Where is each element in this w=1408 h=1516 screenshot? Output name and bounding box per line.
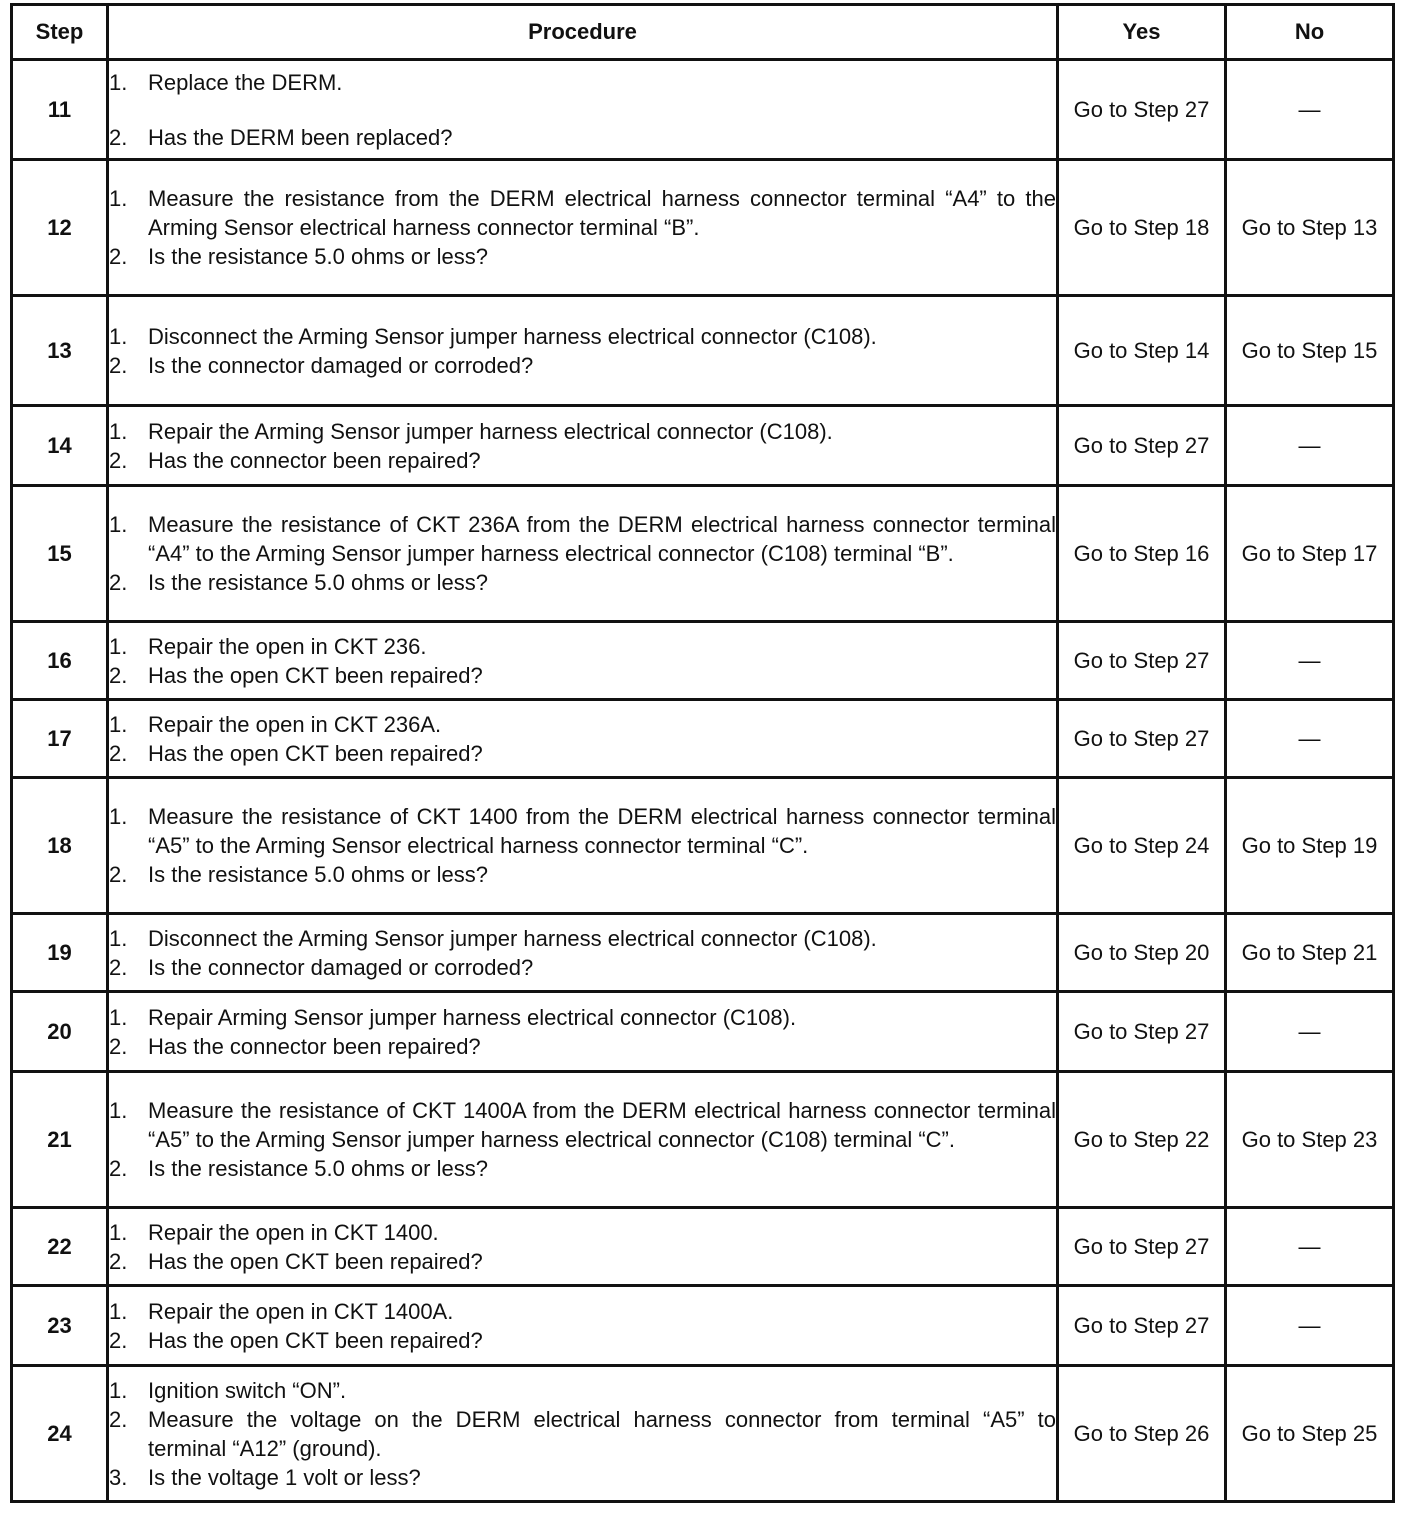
item-text: Is the resistance 5.0 ohms or less? [148,862,488,887]
procedure-cell [108,622,1058,700]
item-text: Measure the resistance of CKT 236A from the DERM electrical harness connector terminal “A4” to the Arming Sensor jumper harness electrical connector (C108) terminal “B”. [148,512,1056,566]
table-row [12,622,1394,700]
item-number: 1. [109,925,128,951]
item-number: 2. [109,1248,128,1274]
no-action: Go to Step 17 [1226,486,1394,622]
procedure-cell [108,1208,1058,1286]
step-number: 17 [12,700,108,778]
procedure-item [109,351,1056,380]
procedure-item [109,1297,1056,1326]
no-action: — [1226,1208,1394,1286]
item-text: Is the connector damaged or corroded? [148,954,534,980]
procedure-item [109,417,1056,446]
item-text: Repair the open in CKT 236. [148,633,427,659]
item-number: 2. [109,1327,128,1353]
table-body [12,60,1394,1502]
procedure-item [109,1218,1056,1247]
item-number: 1. [109,1219,128,1245]
yes-action: Go to Step 24 [1058,778,1226,914]
no-action: Go to Step 25 [1226,1366,1394,1502]
table-row [12,296,1394,406]
procedure-item [109,1096,1056,1154]
step-number: 13 [12,296,108,406]
step-number: 23 [12,1286,108,1366]
procedure-item [109,68,1056,97]
item-text: Disconnect the Arming Sensor jumper harness electrical connector (C108). [148,925,877,951]
header-row [12,5,1394,60]
procedure-item [109,1405,1056,1463]
yes-action: Go to Step 27 [1058,622,1226,700]
yes-action: Go to Step 20 [1058,914,1226,992]
yes-action: Go to Step 16 [1058,486,1226,622]
table-row [12,1366,1394,1502]
no-action: Go to Step 13 [1226,160,1394,296]
no-action: — [1226,992,1394,1072]
yes-action: Go to Step 27 [1058,60,1226,160]
item-text: Measure the resistance of CKT 1400 from the DERM electrical harness connector terminal “A5” to the Arming Sensor electrical harness connector terminal “C”. [148,804,1056,858]
item-text: Has the open CKT been repaired? [148,1327,483,1353]
item-text: Has the open CKT been repaired? [148,740,483,766]
diagnostic-table [10,3,1395,1503]
no-action: — [1226,60,1394,160]
yes-action: Go to Step 27 [1058,1286,1226,1366]
step-number: 12 [12,160,108,296]
procedure-item [109,446,1056,475]
item-text: Is the resistance 5.0 ohms or less? [148,244,488,269]
header-no: No [1226,5,1394,60]
procedure-item [109,924,1056,953]
step-number: 16 [12,622,108,700]
no-action: Go to Step 19 [1226,778,1394,914]
header-procedure: Procedure [108,5,1058,60]
step-number: 20 [12,992,108,1072]
table-row [12,778,1394,914]
step-number: 14 [12,406,108,486]
item-number: 1. [109,804,128,829]
step-number: 15 [12,486,108,622]
procedure-item [109,710,1056,739]
header-yes: Yes [1058,5,1226,60]
no-action: — [1226,1286,1394,1366]
item-text: Has the connector been repaired? [148,1033,481,1059]
item-text: Repair the Arming Sensor jumper harness electrical connector (C108). [148,418,833,444]
item-text: Is the voltage 1 volt or less? [148,1464,421,1490]
procedure-cell [108,1072,1058,1208]
item-number: 2. [109,1033,128,1059]
procedure-item [109,184,1056,242]
item-text: Is the resistance 5.0 ohms or less? [148,570,488,595]
item-text: Repair the open in CKT 1400A. [148,1298,454,1324]
procedure-item [109,1376,1056,1405]
procedure-item [109,860,1056,889]
procedure-item [109,568,1056,597]
table-row [12,992,1394,1072]
item-number: 2. [109,1406,128,1432]
step-number: 21 [12,1072,108,1208]
item-number: 1. [109,1298,128,1324]
item-text: Measure the voltage on the DERM electrical harness connector from terminal “A5” to terminal “A12” (ground). [148,1406,1056,1461]
item-number: 1. [109,1377,128,1403]
procedure-item [109,802,1056,860]
procedure-cell [108,296,1058,406]
item-number: 1. [109,69,128,95]
yes-action: Go to Step 22 [1058,1072,1226,1208]
item-number: 2. [109,1156,128,1181]
item-text: Has the DERM been replaced? [148,124,453,150]
table-row [12,486,1394,622]
item-number: 1. [109,323,128,349]
no-action: Go to Step 15 [1226,296,1394,406]
yes-action: Go to Step 14 [1058,296,1226,406]
item-number: 2. [109,352,128,378]
procedure-item [109,632,1056,661]
header-step: Step [12,5,108,60]
table-row [12,700,1394,778]
procedure-cell [108,1286,1058,1366]
procedure-cell [108,778,1058,914]
procedure-item [109,242,1056,271]
table-row [12,914,1394,992]
item-text: Has the open CKT been repaired? [148,662,483,688]
step-number: 11 [12,60,108,160]
item-text: Has the open CKT been repaired? [148,1248,483,1274]
no-action: Go to Step 23 [1226,1072,1394,1208]
item-number: 1. [109,1004,128,1030]
item-number: 2. [109,124,128,150]
item-text: Has the connector been repaired? [148,447,481,473]
no-action: Go to Step 21 [1226,914,1394,992]
procedure-cell [108,1366,1058,1502]
procedure-cell [108,486,1058,622]
step-number: 19 [12,914,108,992]
procedure-cell [108,60,1058,160]
item-number: 2. [109,570,128,595]
yes-action: Go to Step 27 [1058,406,1226,486]
procedure-item [109,123,1056,152]
no-action: — [1226,406,1394,486]
yes-action: Go to Step 18 [1058,160,1226,296]
procedure-item [109,953,1056,982]
table-row [12,60,1394,160]
step-number: 24 [12,1366,108,1502]
item-text: Measure the resistance from the DERM electrical harness connector terminal “A4” to the Arming Sensor electrical harness connector terminal “B”. [148,186,1056,240]
procedure-item [109,510,1056,568]
item-text: Is the resistance 5.0 ohms or less? [148,1156,488,1181]
table-row [12,1286,1394,1366]
procedure-item [109,661,1056,690]
step-number: 22 [12,1208,108,1286]
item-number: 2. [109,447,128,473]
table-row [12,406,1394,486]
procedure-item [109,1154,1056,1183]
yes-action: Go to Step 27 [1058,700,1226,778]
procedure-item [109,1032,1056,1061]
no-action: — [1226,622,1394,700]
procedure-cell [108,992,1058,1072]
item-text: Measure the resistance of CKT 1400A from the DERM electrical harness connector terminal “A5” to the Arming Sensor jumper harness electrical connector (C108) terminal “C”. [148,1098,1056,1152]
item-text: Repair the open in CKT 236A. [148,711,442,737]
item-text: Ignition switch “ON”. [148,1377,347,1403]
procedure-cell [108,160,1058,296]
table-row [12,1072,1394,1208]
table-row [12,160,1394,296]
procedure-item [109,1247,1056,1276]
step-number: 18 [12,778,108,914]
item-number: 3. [109,1464,128,1490]
item-number: 1. [109,633,128,659]
procedure-item [109,1003,1056,1032]
item-number: 1. [109,1098,128,1123]
item-number: 2. [109,954,128,980]
procedure-cell [108,914,1058,992]
yes-action: Go to Step 27 [1058,1208,1226,1286]
procedure-cell [108,406,1058,486]
procedure-cell [108,700,1058,778]
no-action: — [1226,700,1394,778]
procedure-item [109,1326,1056,1355]
procedure-item [109,739,1056,768]
item-number: 2. [109,662,128,688]
item-text: Repair the open in CKT 1400. [148,1219,439,1245]
item-text: Replace the DERM. [148,69,343,95]
item-number: 2. [109,244,128,269]
item-text: Repair Arming Sensor jumper harness electrical connector (C108). [148,1004,797,1030]
item-text: Is the connector damaged or corroded? [148,352,534,378]
item-number: 1. [109,512,128,537]
item-number: 1. [109,711,128,737]
yes-action: Go to Step 27 [1058,992,1226,1072]
yes-action: Go to Step 26 [1058,1366,1226,1502]
procedure-item [109,322,1056,351]
procedure-item [109,1463,1056,1492]
item-number: 2. [109,740,128,766]
item-number: 1. [109,418,128,444]
item-number: 1. [109,186,128,211]
table-row [12,1208,1394,1286]
item-text: Disconnect the Arming Sensor jumper harness electrical connector (C108). [148,323,877,349]
item-number: 2. [109,862,128,887]
